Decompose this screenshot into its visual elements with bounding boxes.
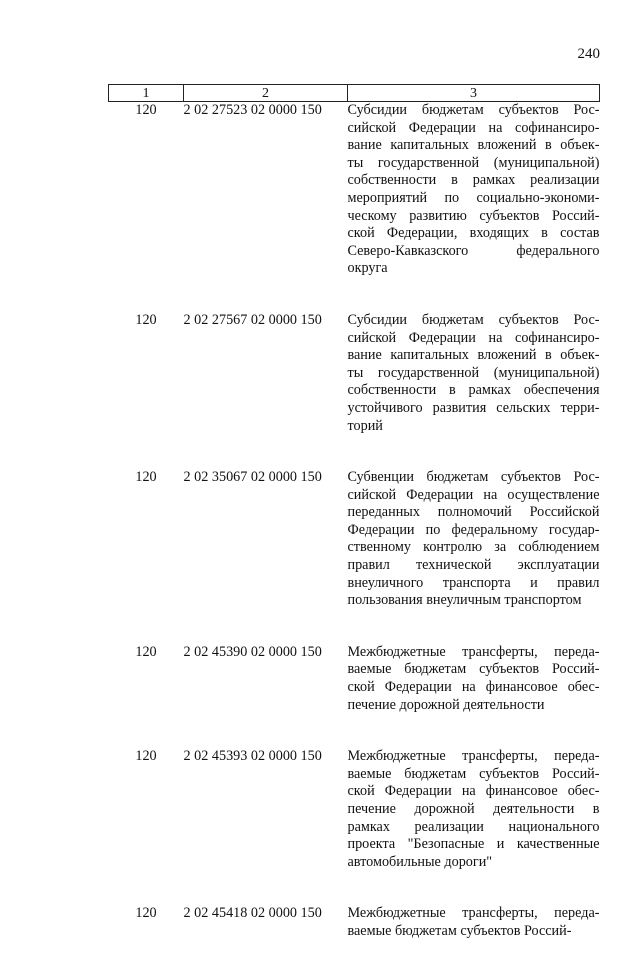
admin-code-cell: 120 (135, 469, 157, 486)
description-cell (348, 102, 600, 312)
description-line: сийской Федерации на осуществление (347, 486, 600, 503)
budget-code-cell: 2 02 45393 02 0000 150 (183, 748, 322, 765)
column-header-2: 2 (184, 85, 348, 102)
budget-code-table (108, 84, 600, 975)
table-row (109, 644, 600, 748)
budget-code-cell: 2 02 27567 02 0000 150 (183, 311, 322, 328)
description-line: ваемые бюджетам субъектов Россий- (347, 765, 600, 782)
description-line: собственности в рамках обеспечения (347, 382, 600, 399)
description-line: переданных полномочий Российской (347, 504, 600, 521)
description-line: собственности в рамках реализации (347, 172, 600, 189)
description-line: округа (347, 260, 388, 277)
description-line: внеуличного транспорта и правил (347, 574, 600, 591)
description-line: сийской Федерации на софинансиро- (347, 119, 600, 136)
page-number: 240 (577, 46, 600, 62)
table-header (109, 85, 600, 102)
description-line: Субвенции бюджетам субъектов Рос- (347, 469, 600, 486)
description-line: ческому развитию субъектов Россий- (347, 207, 600, 224)
description-line: ваемые бюджетам субъектов Россий- (347, 661, 600, 678)
description-line: печение дорожной деятельности (347, 696, 545, 713)
table-row (109, 748, 600, 905)
table-row (109, 905, 600, 974)
budget-code-cell: 2 02 27523 02 0000 150 (183, 102, 322, 118)
description-line: рамках реализации национального (347, 818, 600, 835)
description-cell (348, 312, 600, 469)
table-row (109, 102, 600, 312)
description-line: проекта "Безопасные и качественные (347, 836, 600, 853)
description-line: печение дорожной деятельности в (347, 801, 600, 817)
description-line: Межбюджетные трансферты, переда- (347, 643, 600, 660)
description-line: ской Федерации, входящих в состав (347, 225, 600, 242)
description-line: пользования внеуличным транспортом (347, 592, 582, 609)
description-line: мероприятий по социально-экономи- (347, 189, 600, 206)
admin-code-cell: 120 (135, 748, 157, 765)
description-line: Северо-Кавказского федерального (347, 242, 600, 259)
description-line: ты государственной (муниципальной) (347, 154, 600, 171)
description-line: Субсидии бюджетам субъектов Рос- (347, 102, 600, 118)
description-line: Федерации по федеральному государ- (347, 521, 600, 538)
admin-code-cell: 120 (135, 643, 157, 660)
admin-code-cell: 120 (135, 905, 157, 922)
description-cell (348, 469, 600, 644)
description-line: ты государственной (муниципальной) (347, 364, 600, 381)
description-line: ской Федерации на финансовое обес- (347, 679, 600, 696)
description-cell (348, 748, 600, 905)
description-line: правил технической эксплуатации (347, 557, 600, 574)
description-cell (348, 905, 600, 974)
description-cell (348, 644, 600, 748)
description-line: ственному контролю за соблюдением (347, 539, 600, 556)
description-line: автомобильные дороги" (347, 853, 493, 870)
description-line: вание капитальных вложений в объек- (347, 137, 600, 154)
description-line: торий (347, 417, 383, 434)
admin-code-cell: 120 (135, 311, 157, 328)
description-line: сийской Федерации на софинансиро- (347, 329, 600, 346)
description-line: вание капитальных вложений в объек- (347, 347, 600, 364)
description-line: ваемые бюджетам субъектов Россий- (347, 922, 572, 939)
column-header-3: 3 (348, 85, 600, 102)
description-line: Субсидии бюджетам субъектов Рос- (347, 311, 600, 328)
budget-code-cell: 2 02 45418 02 0000 150 (183, 905, 322, 922)
admin-code-cell: 120 (135, 102, 157, 118)
description-line: Межбюджетные трансферты, переда- (347, 905, 600, 922)
table-body (109, 102, 600, 975)
description-line: ской Федерации на финансовое обес- (347, 783, 600, 800)
column-header-1: 1 (109, 85, 184, 102)
budget-code-cell: 2 02 35067 02 0000 150 (183, 469, 322, 486)
description-line: Межбюджетные трансферты, переда- (347, 748, 600, 765)
table-row (109, 312, 600, 469)
description-line: устойчивого развития сельских терри- (347, 399, 600, 416)
table-row (109, 469, 600, 644)
budget-code-cell: 2 02 45390 02 0000 150 (183, 643, 322, 660)
